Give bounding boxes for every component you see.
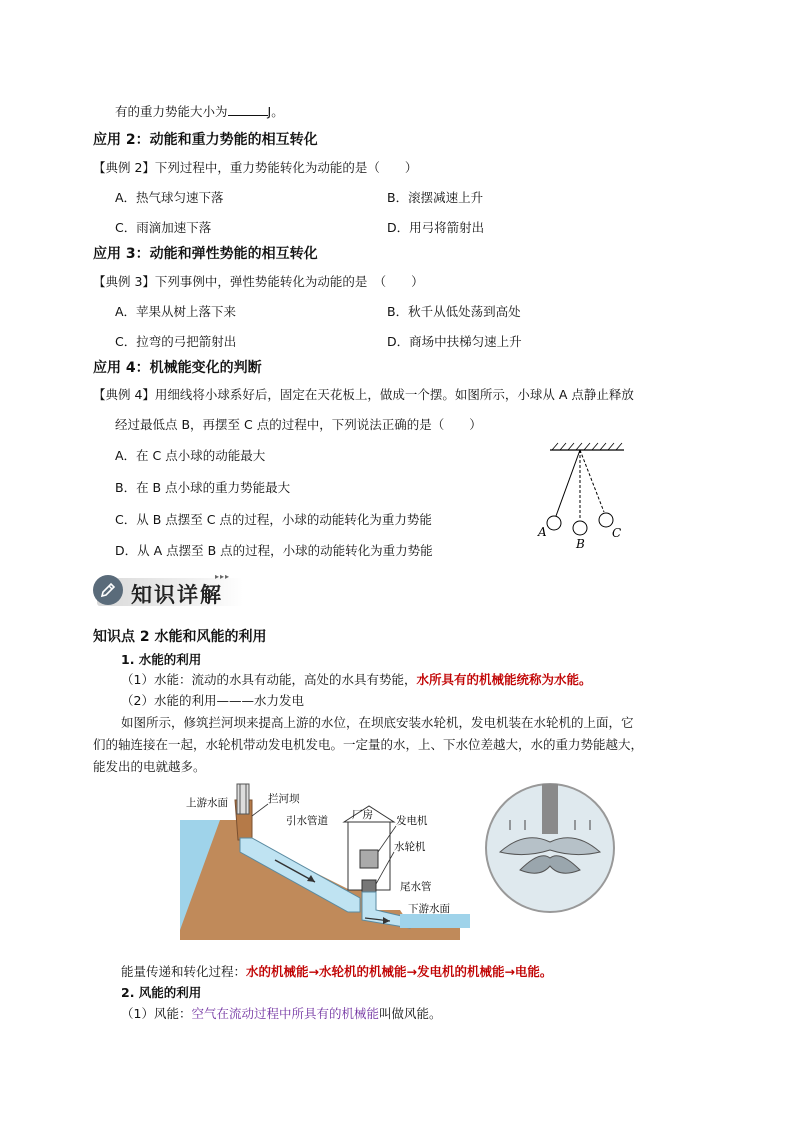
app3-heading: 应用 3：动能和弹性势能的相互转化: [93, 246, 318, 262]
kp2-item2: （2）水能的利用———水力发电: [121, 693, 304, 708]
label-b: B: [576, 537, 585, 551]
hydropower-figure: [180, 780, 620, 948]
app2-question: 【典例 2】下列过程中，重力势能转化为动能的是（ ）: [93, 160, 418, 175]
app4-option-d[interactable]: D．从 A 点摆至 B 点的过程，小球的动能转化为重力势能: [115, 543, 433, 558]
app4-option-b[interactable]: B．在 B 点小球的重力势能最大: [115, 480, 291, 495]
kp2-heading: 知识点 2 水能和风能的利用: [93, 629, 267, 645]
label-upstream: 上游水面: [186, 797, 228, 809]
generator: [360, 850, 378, 868]
kp2-para-line2: 们的轴连接在一起，水轮机带动发电机发电。一定量的水，上、下水位差越大，水的重力势能越大，: [93, 737, 644, 752]
app2-option-b[interactable]: B．滚摆减速上升: [387, 190, 484, 205]
dots-icon: ▸▸▸: [215, 572, 231, 581]
label-generator: 发电机: [396, 815, 428, 827]
kp2-para-line1: 如图所示，修筑拦河坝来提高上游的水位，在坝底安装水轮机，发电机装在水轮机的上面，它: [121, 715, 634, 730]
app2-option-c[interactable]: C．雨滴加速下落: [115, 220, 212, 235]
string-a: [556, 450, 580, 516]
app3-option-c[interactable]: C．拉弯的弓把箭射出: [115, 334, 237, 349]
badge-title: 知识详解: [131, 582, 223, 607]
app4-option-a[interactable]: A．在 C 点小球的动能最大: [115, 448, 266, 463]
app4-option-c[interactable]: C．从 B 点摆至 C 点的过程，小球的动能转化为重力势能: [115, 512, 432, 527]
app4-heading: 应用 4：机械能变化的判断: [93, 360, 262, 376]
answer-blank[interactable]: [228, 103, 268, 116]
section-badge: [93, 572, 243, 606]
ball-a: [547, 516, 561, 530]
label-downstream: 下游水面: [408, 903, 450, 915]
kp2-para-line3: 能发出的电就越多。: [93, 759, 206, 774]
ceiling-hatch: [552, 443, 622, 450]
label-a: A: [538, 525, 547, 539]
downstream-water: [400, 914, 470, 928]
label-house: 厂房: [352, 809, 373, 821]
turbine: [362, 880, 376, 892]
gate-tower: [237, 784, 249, 814]
app3-option-d[interactable]: D．商场中扶梯匀速上升: [387, 334, 522, 349]
app2-option-d[interactable]: D．用弓将箭射出: [387, 220, 485, 235]
app2-option-a[interactable]: A．热气球匀速下落: [115, 190, 224, 205]
label-c: C: [612, 526, 622, 540]
app2-heading: 应用 2：动能和重力势能的相互转化: [93, 132, 318, 148]
label-dam: 拦河坝: [268, 793, 300, 805]
kp2-sub2: 2. 风能的利用: [121, 985, 202, 1000]
app3-option-a[interactable]: A．苹果从树上落下来: [115, 304, 237, 319]
ball-c: [599, 513, 613, 527]
app3-question: 【典例 3】下列事例中，弹性势能转化为动能的是 （ ）: [93, 274, 424, 289]
pendulum-figure: [530, 440, 640, 552]
label-pipe: 引水管道: [286, 815, 328, 827]
label-tailpipe: 尾水管: [400, 881, 432, 893]
label-turbine: 水轮机: [394, 841, 426, 853]
kp2-item1: （1）水能：流动的水具有动能，高处的水具有势能，水所具有的机械能统称为水能。: [121, 672, 592, 687]
app4-question-line1: 【典例 4】用细线将小球系好后，固定在天花板上，做成一个摆。如图所示，小球从 A 点静止释放: [93, 387, 634, 402]
app4-question-line2: 经过最低点 B，再摆至 C 点的过程中，下列说法正确的是（ ）: [115, 417, 482, 432]
kp2-transfer: 能量传递和转化过程：水的机械能→水轮机的机械能→发电机的机械能→电能。: [121, 964, 553, 979]
ball-b: [573, 521, 587, 535]
blank-line: 有的重力势能大小为 J。: [115, 104, 284, 119]
kp2-wind: （1）风能：空气在流动过程中所具有的机械能叫做风能。: [121, 1006, 442, 1021]
app3-option-b[interactable]: B．秋千从低处荡到高处: [387, 304, 521, 319]
pencil-icon: [93, 575, 123, 605]
string-c: [580, 450, 604, 512]
kp2-sub1: 1. 水能的利用: [121, 652, 202, 667]
